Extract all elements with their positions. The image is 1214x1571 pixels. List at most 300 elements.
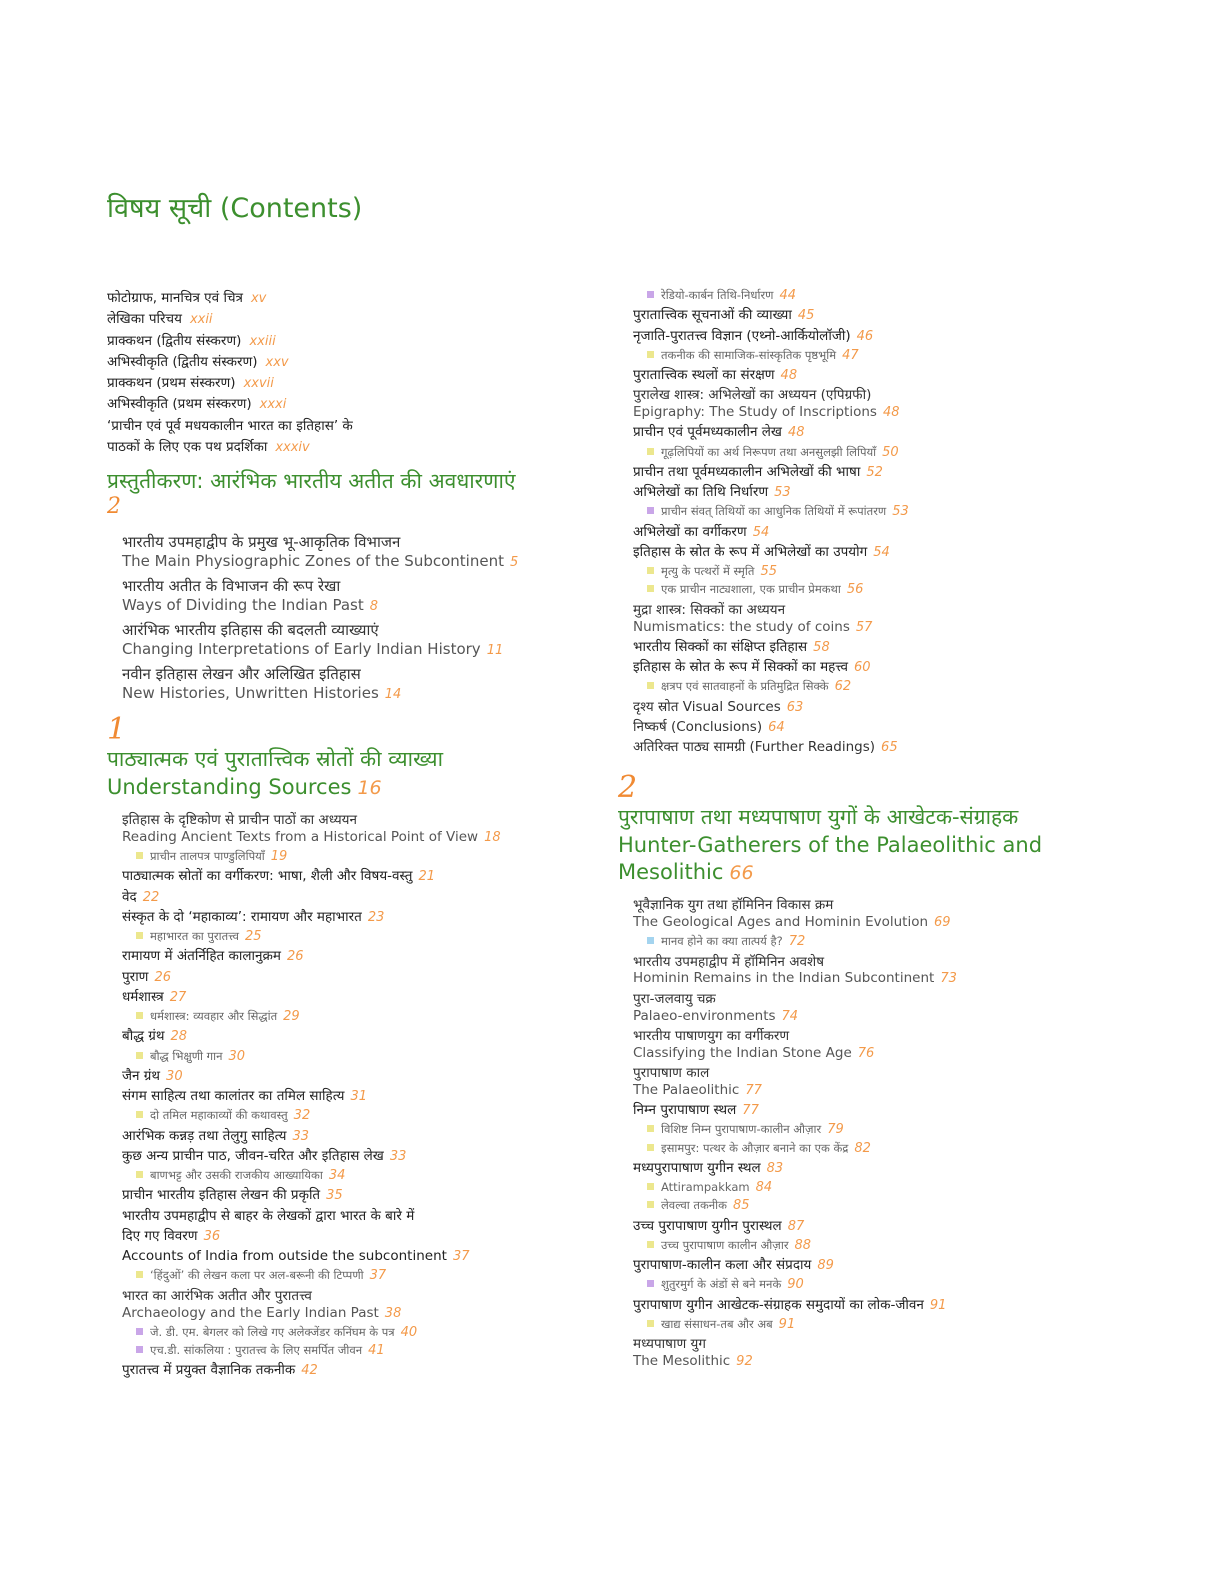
intro-section	[107, 468, 577, 703]
bullet-square-icon	[647, 291, 654, 298]
bullet-square-icon	[136, 1012, 143, 1019]
right-column	[618, 286, 1088, 1373]
entry-title: खाद्य संसाधन-तब और अब	[661, 1316, 773, 1331]
toc-entry	[107, 1208, 577, 1225]
toc-entry	[618, 719, 1088, 736]
toc-entry	[618, 602, 1088, 636]
toc-entry	[618, 1160, 1088, 1177]
entry-title-en-line	[122, 552, 577, 571]
entry-title: अभिस्वीकृति (प्रथम संस्करण)	[107, 396, 252, 413]
entry-title-en-line	[633, 914, 1088, 931]
entry-title: एक प्राचीन नाट्यशाला, एक प्राचीन प्रेमकथा	[661, 582, 841, 597]
intro-title: प्रस्तुतीकरण: आरंभिक भारतीय अतीत की अवधारणाएं	[107, 469, 516, 493]
entry-title: निष्कर्ष (Conclusions)	[633, 718, 763, 735]
front-matter-entry	[107, 418, 577, 435]
page-number: xxv	[265, 354, 289, 370]
bullet-square-icon	[136, 932, 143, 939]
toc-entry	[618, 307, 1088, 324]
box-entry	[618, 1198, 1088, 1214]
page-number: xxxi	[259, 397, 287, 413]
page-number: xxiii	[249, 333, 276, 349]
front-matter-entry	[107, 396, 577, 413]
page-number: 45	[797, 308, 815, 324]
entry-title-hi: भूवैज्ञानिक युग तथा हॉमिनिन विकास क्रम	[633, 897, 834, 914]
box-entry	[107, 1268, 577, 1284]
chapter-2-title-en-1: Hunter-Gatherers of the Palaeolithic and	[618, 832, 1043, 857]
bullet-square-icon	[647, 1144, 654, 1151]
page-number: xv	[250, 291, 267, 306]
entry-title-en: Ways of Dividing the Indian Past	[122, 596, 364, 615]
toc-entry	[107, 868, 577, 885]
box-entry	[618, 1141, 1088, 1157]
entry-title: अभिस्वीकृति (द्वितीय संस्करण)	[107, 353, 258, 370]
page-number: 64	[768, 719, 785, 735]
toc-entry	[618, 424, 1088, 441]
page-number: 88	[794, 1237, 812, 1253]
entry-title: एच.डी. सांकलिया : पुरातत्त्व के लिए समर्पित जीवन	[150, 1343, 363, 1358]
entry-title: फोटोग्राफ, मानचित्र एवं चित्र	[107, 290, 243, 306]
entry-title: पाठ्यात्मक स्रोतों का वर्गीकरण: भाषा, शैली और विषय-वस्तु	[122, 868, 413, 885]
entry-title-en: Epigraphy: The Study of Inscriptions	[633, 404, 877, 421]
bullet-square-icon	[647, 1201, 654, 1208]
box-entry	[618, 934, 1088, 950]
chapter-2-page: 66	[729, 861, 754, 884]
page-number: 28	[170, 1029, 188, 1045]
entry-title-en-line	[122, 1305, 577, 1322]
page-number: 92	[736, 1353, 753, 1369]
bullet-square-icon	[136, 1271, 143, 1278]
entry-title: लेवल्वा तकनीक	[661, 1198, 727, 1213]
toc-entry	[107, 1187, 577, 1204]
entry-title-en: The Geological Ages and Hominin Evolution	[633, 914, 929, 931]
entry-title: बौद्ध ग्रंथ	[122, 1028, 165, 1045]
page-number: 44	[779, 288, 797, 303]
page-number: 42	[301, 1363, 318, 1379]
toc-entry	[618, 1336, 1088, 1370]
toc-entry	[107, 1228, 577, 1245]
entry-title-hi: पुरा-जलवायु चक्र	[633, 990, 716, 1007]
intro-entry	[107, 533, 577, 571]
entry-title: वेद	[122, 888, 137, 905]
toc-entry	[107, 812, 577, 846]
page-number: 30	[166, 1068, 183, 1084]
toc-entry	[618, 699, 1088, 716]
entry-title: मध्यपुरापाषाण युगीन स्थल	[633, 1159, 761, 1176]
page-number: 77	[745, 1082, 762, 1098]
entry-title: जे. डी. एम. बेगलर को लिखे गए अलेक्जेंडर कनिंघम के पत्र	[150, 1324, 395, 1339]
entry-title: धर्मशास्त्र: व्यवहार और सिद्धांत	[150, 1009, 278, 1024]
entry-title-hi: भारतीय उपमहाद्वीप में हॉमिनिन अवशेष	[633, 953, 825, 970]
bullet-square-icon	[647, 1183, 654, 1190]
entry-title: उच्च पुरापाषाण कालीन औज़ार	[661, 1237, 789, 1252]
page-number: 31	[350, 1089, 367, 1105]
page-number: 32	[293, 1108, 311, 1124]
chapter-2-heading	[618, 771, 1088, 886]
page-number: 90	[787, 1277, 804, 1293]
toc-entry	[618, 1218, 1088, 1235]
entry-title: प्राचीन तालपत्र पाण्डुलिपियाँ	[150, 849, 265, 864]
entry-title-hi: भारतीय उपमहाद्वीप के प्रमुख भू-आकृतिक विभाजन	[122, 533, 401, 552]
page-number: 37	[452, 1249, 470, 1265]
entry-title: Attirampakkam	[661, 1180, 750, 1195]
toc-entry	[618, 328, 1088, 345]
page-number: 55	[760, 564, 777, 580]
entry-title-en: The Palaeolithic	[633, 1081, 740, 1098]
page-number: 33	[292, 1128, 309, 1144]
entry-title: संस्कृत के दो ‘महाकाव्य’: रामायण और महाभारत	[122, 908, 362, 925]
entry-title-en-line	[633, 619, 1088, 636]
chapter-1-title-hi: पाठ्यात्मक एवं पुरातात्त्विक स्रोतों की व्याख्या	[107, 747, 444, 772]
box-entry	[618, 445, 1088, 461]
page-number: 30	[228, 1048, 246, 1064]
page-number: 47	[842, 347, 859, 363]
entry-title: प्राक्कथन (द्वितीय संस्करण)	[107, 332, 242, 349]
page-number: 40	[400, 1324, 418, 1340]
entry-title: विशिष्ट निम्न पुरापाषाण-कालीन औज़ार	[661, 1122, 822, 1137]
entry-title: लेखिका परिचय	[107, 311, 182, 328]
bullet-square-icon	[647, 351, 654, 358]
entry-title-en-line	[633, 1353, 1088, 1370]
box-entry	[107, 1009, 577, 1025]
entry-title: दो तमिल महाकाव्यों की कथावस्तु	[150, 1108, 288, 1123]
page-number: 50	[882, 444, 899, 460]
entry-title-hi: मुद्रा शास्त्र: सिक्कों का अध्ययन	[633, 601, 786, 618]
entry-title: भारतीय सिक्कों का संक्षिप्त इतिहास	[633, 638, 808, 655]
toc-entry	[107, 1128, 577, 1145]
page-number: 19	[270, 849, 288, 865]
entry-title-en: Hominin Remains in the Indian Subcontinent	[633, 970, 935, 987]
entry-title: पुरापाषाण युगीन आखेटक-संग्राहक समुदायों का लोक-जीवन	[633, 1296, 924, 1313]
page-number: 74	[781, 1008, 799, 1024]
entry-title: इतिहास के स्रोत के रूप में सिक्कों का महत्त्व	[633, 659, 849, 675]
toc-entry	[618, 1297, 1088, 1314]
toc-entry	[618, 1102, 1088, 1119]
page-number: 48	[787, 425, 805, 441]
entry-title: मानव होने का क्या तात्पर्य है?	[661, 934, 783, 949]
bullet-square-icon	[647, 1320, 654, 1327]
intro-list	[107, 533, 577, 703]
bullet-square-icon	[136, 1171, 143, 1178]
entry-title-en-line	[633, 1082, 1088, 1099]
entry-title: पुरापाषाण-कालीन कला और संप्रदाय	[633, 1257, 812, 1274]
entry-title: निम्न पुरापाषाण स्थल	[633, 1102, 737, 1119]
entry-title: उच्च पुरापाषाण युगीन पुरास्थल	[633, 1217, 782, 1234]
entry-title: शुतुरमुर्ग के अंडों से बने मनके	[661, 1277, 782, 1292]
chapter-1-list-right	[618, 288, 1088, 756]
toc-entry	[618, 1257, 1088, 1274]
box-entry	[107, 1108, 577, 1124]
page-number: 83	[766, 1160, 784, 1176]
entry-title: Accounts of India from outside the subcontinent	[122, 1248, 447, 1265]
chapter-2-title-hi: पुरापाषाण तथा मध्यपाषाण युगों के आखेटक-संग्राहक	[618, 805, 1019, 830]
box-entry	[618, 564, 1088, 580]
toc-entry	[107, 909, 577, 926]
toc-entry	[618, 639, 1088, 656]
page-number: 46	[856, 328, 874, 344]
entry-title: अभिलेखों का तिथि निर्धारण	[633, 484, 769, 501]
front-matter-entry	[107, 439, 577, 456]
page-number: 37	[369, 1268, 387, 1284]
intro-entry	[107, 621, 577, 659]
chapter-1-number: 1	[107, 712, 127, 748]
box-entry	[618, 1238, 1088, 1254]
bullet-square-icon	[136, 1346, 143, 1353]
page-number: 63	[786, 699, 804, 715]
box-entry	[618, 582, 1088, 598]
page-number: 54	[752, 524, 770, 540]
entry-title: पाठकों के लिए एक पथ प्रदर्शिका	[107, 438, 268, 455]
entry-title-hi: भारत का आरंभिक अतीत और पुरातत्त्व	[122, 1287, 312, 1304]
page-number: 73	[940, 971, 957, 987]
entry-title-en: The Mesolithic	[633, 1352, 731, 1369]
toc-entry	[107, 989, 577, 1006]
page-number: 5	[509, 555, 519, 571]
page-number: 91	[929, 1297, 947, 1313]
entry-title: मृत्यु के पत्थरों में स्मृति	[661, 564, 755, 579]
entry-title-en-line	[122, 684, 577, 703]
page-number: 72	[788, 934, 806, 950]
bullet-square-icon	[647, 567, 654, 574]
page-number: 89	[817, 1258, 834, 1274]
entry-title: दिए गए विवरण	[122, 1227, 198, 1244]
page-number: 62	[834, 679, 852, 695]
page-number: 82	[854, 1140, 871, 1156]
entry-title: बाणभट्ट और उसकी राजकीय आख्यायिका	[150, 1168, 323, 1183]
chapter-2-title-en-2-text: Mesolithic	[618, 859, 724, 884]
entry-title-en-line	[122, 829, 577, 846]
toc-entry	[618, 484, 1088, 501]
front-matter-entry	[107, 290, 577, 307]
box-entry	[618, 1122, 1088, 1138]
chapter-1-title-en	[107, 774, 577, 801]
entry-title: जैन ग्रंथ	[122, 1067, 161, 1084]
bullet-square-icon	[136, 852, 143, 859]
page-number: 25	[245, 929, 262, 945]
entry-title: प्राचीन संवत् तिथियों का आधुनिक तिथियों में रूपांतरण	[661, 504, 887, 519]
entry-title-en: New Histories, Unwritten Histories	[122, 684, 379, 703]
entry-title: रेडियो-कार्बन तिथि-निर्धारण	[661, 288, 774, 302]
entry-title: पुरातत्त्व में प्रयुक्त वैज्ञानिक तकनीक	[122, 1362, 296, 1379]
front-matter-list	[107, 290, 577, 456]
page-number: 26	[286, 949, 304, 965]
page-number: 33	[389, 1148, 407, 1164]
entry-title: भारतीय उपमहाद्वीप से बाहर के लेखकों द्वारा भारत के बारे में	[122, 1207, 415, 1224]
entry-title-hi: भारतीय पाषाणयुग का वर्गीकरण	[633, 1027, 790, 1044]
toc-entry	[107, 1068, 577, 1085]
toc-entry	[107, 1288, 577, 1322]
entry-title: पुरातात्त्विक सूचनाओं की व्याख्या	[633, 307, 792, 324]
toc-entry	[107, 889, 577, 906]
page-number: 48	[882, 405, 900, 421]
entry-title: नृजाति-पुरातत्त्व विज्ञान (एथ्नो-आर्कियोलॉजी)	[633, 327, 851, 344]
page-number: xxii	[189, 312, 213, 328]
box-entry	[107, 929, 577, 945]
entry-title: रामायण में अंतर्निहित कालानुक्रम	[122, 948, 281, 965]
page-number: 54	[873, 544, 890, 560]
box-entry	[618, 1277, 1088, 1293]
chapter-2-list	[618, 897, 1088, 1370]
bullet-square-icon	[647, 1280, 654, 1287]
entry-title-hi: भारतीय अतीत के विभाजन की रूप रेखा	[122, 577, 341, 596]
front-matter-entry	[107, 311, 577, 328]
page-number: xxvii	[243, 376, 274, 391]
box-entry	[618, 1180, 1088, 1196]
entry-title-hi: पुरालेख शास्त्र: अभिलेखों का अध्ययन (एपिग्रफी)	[633, 387, 872, 404]
entry-title: प्राचीन तथा पूर्वमध्यकालीन अभिलेखों की भाषा	[633, 463, 861, 480]
page-number: 38	[384, 1305, 402, 1321]
entry-title-en-line	[633, 1008, 1088, 1025]
entry-title: बौद्ध भिक्षुणी गान	[150, 1048, 223, 1063]
page-number: 8	[369, 599, 379, 615]
page-number: 35	[326, 1188, 343, 1204]
entry-title: संगम साहित्य तथा कालांतर का तमिल साहित्य	[122, 1088, 345, 1105]
toc-entry	[107, 1362, 577, 1379]
toc-entry	[107, 948, 577, 965]
entry-title-en-line	[122, 596, 577, 615]
chapter-1-heading	[107, 713, 577, 801]
page-number: 14	[384, 687, 402, 703]
entry-title-en: The Main Physiographic Zones of the Subcontinent	[122, 552, 504, 571]
page-number: 52	[866, 464, 883, 480]
toc-entry	[618, 739, 1088, 756]
page-number: 22	[142, 889, 160, 905]
toc-entry	[618, 1028, 1088, 1062]
page-number: 57	[855, 619, 873, 635]
entry-title: प्राचीन एवं पूर्वमध्यकालीन लेख	[633, 424, 782, 441]
entry-title: महाभारत का पुरातत्त्व	[150, 929, 240, 944]
page-number: 56	[846, 582, 864, 598]
entry-title: प्राक्कथन (प्रथम संस्करण)	[107, 375, 236, 391]
page-number: 21	[418, 869, 436, 885]
toc-entry	[107, 1248, 577, 1265]
intro-page: 2	[107, 494, 121, 520]
page-number: xxxiv	[275, 439, 310, 455]
entry-title-hi: मध्यपाषाण युग	[633, 1336, 706, 1353]
bullet-square-icon	[136, 1052, 143, 1059]
toc-entry	[618, 367, 1088, 384]
page-number: 34	[328, 1168, 346, 1184]
box-entry	[618, 288, 1088, 304]
intro-entry	[107, 665, 577, 703]
box-entry	[618, 504, 1088, 520]
bullet-square-icon	[136, 1111, 143, 1118]
page-number: 53	[774, 485, 791, 501]
toc-entry	[618, 991, 1088, 1025]
entry-title: कुछ अन्य प्राचीन पाठ, जीवन-चरित और इतिहास लेख	[122, 1147, 384, 1164]
page-number: 58	[813, 639, 830, 655]
entry-title-en: Reading Ancient Texts from a Historical Point of View	[122, 828, 479, 845]
entry-title: ‘हिंदुओं’ की लेखन कला पर अल-बरूनी की टिप्पणी	[150, 1268, 364, 1283]
entry-title-en: Archaeology and the Early Indian Past	[122, 1304, 379, 1321]
toc-entry	[107, 969, 577, 986]
entry-title: पुराण	[122, 968, 149, 985]
front-matter-entry	[107, 354, 577, 371]
bullet-square-icon	[647, 1125, 654, 1132]
toc-entry	[107, 1088, 577, 1105]
bullet-square-icon	[647, 507, 654, 514]
front-matter-entry	[107, 375, 577, 392]
bullet-square-icon	[647, 585, 654, 592]
page-number: 91	[778, 1316, 796, 1332]
bullet-square-icon	[647, 448, 654, 455]
toc-entry	[107, 1028, 577, 1045]
page-title: विषय सूची (Contents)	[107, 193, 363, 224]
intro-entry	[107, 577, 577, 615]
page-number: 87	[787, 1218, 805, 1234]
chapter-2-title-en-2	[618, 859, 1088, 886]
page-number: 23	[367, 909, 385, 925]
entry-title: अतिरिक्त पाठ्य सामग्री (Further Readings)	[633, 739, 876, 755]
entry-title-en: Classifying the Indian Stone Age	[633, 1044, 852, 1061]
chapter-1-title-en-text: Understanding Sources	[107, 774, 352, 799]
toc-entry	[618, 897, 1088, 931]
toc-entry	[107, 1148, 577, 1165]
toc-entry	[618, 1065, 1088, 1099]
left-column	[107, 286, 577, 1383]
page-number: 84	[755, 1180, 773, 1196]
entry-title: इसामपुर: पत्थर के औज़ार बनाने का एक केंद्र	[661, 1140, 849, 1155]
box-entry	[618, 348, 1088, 364]
page-number: 85	[733, 1198, 750, 1214]
entry-title: प्राचीन भारतीय इतिहास लेखन की प्रकृति	[122, 1187, 321, 1204]
front-matter-entry	[107, 333, 577, 350]
entry-title: ‘प्राचीन एवं पूर्व मधयकालीन भारत का इतिहास’ के	[107, 417, 353, 434]
entry-title: इतिहास के स्रोत के रूप में अभिलेखों का उपयोग	[633, 543, 868, 560]
toc-entry	[618, 659, 1088, 676]
entry-title-hi: नवीन इतिहास लेखन और अलिखित इतिहास	[122, 665, 361, 684]
box-entry	[107, 1049, 577, 1065]
page-number: 69	[934, 915, 951, 931]
entry-title: गूढ़लिपियों का अर्थ निरूपण तथा अनसुलझी लिपियाँ	[661, 444, 877, 459]
box-entry	[107, 1325, 577, 1341]
page-number: 76	[857, 1045, 875, 1061]
bullet-square-icon	[136, 1328, 143, 1335]
page-number: 27	[169, 989, 187, 1005]
chapter-1-page: 16	[357, 776, 382, 799]
box-entry	[107, 1343, 577, 1359]
toc-entry	[618, 387, 1088, 421]
bullet-square-icon	[647, 1241, 654, 1248]
page-number: 65	[881, 740, 898, 755]
entry-title: अभिलेखों का वर्गीकरण	[633, 523, 747, 540]
entry-title-hi: आरंभिक भारतीय इतिहास की बदलती व्याख्याएं	[122, 621, 379, 640]
entry-title: तकनीक की सामाजिक-सांस्कृतिक पृष्ठभूमि	[661, 347, 837, 362]
page-number: 53	[892, 504, 909, 520]
toc-entry	[618, 464, 1088, 481]
page-number: 41	[368, 1343, 385, 1359]
entry-title-hi: पुरापाषाण काल	[633, 1064, 710, 1081]
page-number: 36	[203, 1228, 221, 1244]
entry-title-en-line	[633, 970, 1088, 987]
bullet-square-icon	[647, 937, 654, 944]
box-entry	[107, 1168, 577, 1184]
page-number: 11	[486, 643, 504, 659]
entry-title: धर्मशास्त्र	[122, 988, 164, 1005]
entry-title: आरंभिक कन्नड़ तथा तेलुगु साहित्य	[122, 1127, 287, 1144]
entry-title-en: Numismatics: the study of coins	[633, 618, 850, 635]
page-number: 48	[780, 368, 798, 383]
box-entry	[107, 849, 577, 865]
entry-title-en-line	[633, 404, 1088, 421]
page-number: 18	[484, 829, 501, 845]
toc-entry	[618, 544, 1088, 561]
entry-title-en: Palaeo-environments	[633, 1007, 776, 1024]
page-number: 77	[742, 1103, 759, 1119]
entry-title-en-line	[633, 1045, 1088, 1062]
toc-entry	[618, 524, 1088, 541]
chapter-1-list-left	[107, 812, 577, 1380]
box-entry	[618, 1317, 1088, 1333]
